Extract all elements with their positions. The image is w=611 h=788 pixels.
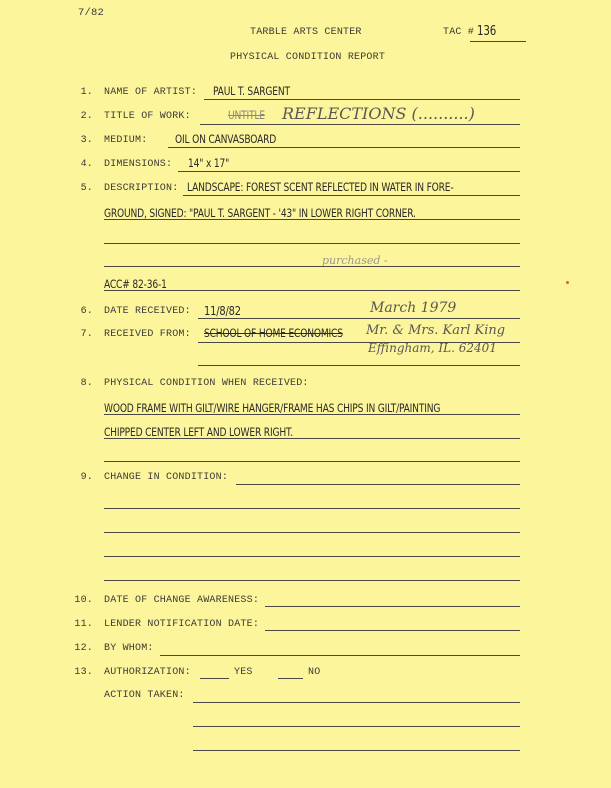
dimensions-label: DIMENSIONS: xyxy=(104,159,173,170)
description-rule-5 xyxy=(104,290,520,291)
description-line-2: GROUND, SIGNED: "PAUL T. SARGENT - '43" IN LOWER RIGHT CORNER. xyxy=(104,206,416,220)
tac-line xyxy=(470,41,526,42)
date-received-line xyxy=(198,318,520,319)
change-rule-1 xyxy=(236,484,520,485)
change-awareness-label: DATE OF CHANGE AWARENESS: xyxy=(104,595,260,606)
field-8-number: 8. xyxy=(80,378,93,389)
report-title: PHYSICAL CONDITION REPORT xyxy=(230,52,386,63)
received-from-struck: SCHOOL OF HOME ECONOMICS xyxy=(204,326,343,340)
medium-line xyxy=(168,147,520,148)
authorization-label: AUTHORIZATION: xyxy=(104,667,191,678)
date-received-value: 11/8/82 xyxy=(204,303,241,318)
field-5-number: 5. xyxy=(80,183,93,194)
lender-notification-label: LENDER NOTIFICATION DATE: xyxy=(104,619,260,630)
description-label: DESCRIPTION: xyxy=(104,183,179,194)
condition-line-1: WOOD FRAME WITH GILT/WIRE HANGER/FRAME HAS CHIPS IN GILT/PAINTING xyxy=(104,401,441,415)
action-taken-rule-2 xyxy=(193,726,520,727)
action-taken-rule-1 xyxy=(193,702,520,703)
field-7-number: 7. xyxy=(80,329,93,340)
change-label: CHANGE IN CONDITION: xyxy=(104,472,229,483)
authorization-no: NO xyxy=(308,667,321,678)
condition-received-label: PHYSICAL CONDITION WHEN RECEIVED: xyxy=(104,378,309,389)
artist-value: PAUL T. SARGENT xyxy=(213,84,290,98)
condition-rule-2 xyxy=(104,438,520,439)
change-rule-3 xyxy=(104,532,520,533)
authorization-yes-line xyxy=(200,678,229,679)
by-whom-line xyxy=(160,655,520,656)
artist-line xyxy=(204,99,520,100)
condition-line-2: CHIPPED CENTER LEFT AND LOWER RIGHT. xyxy=(104,425,293,439)
accession-number: ACC# 82-36-1 xyxy=(104,277,167,291)
field-9-number: 9. xyxy=(80,472,93,483)
received-from-line-2 xyxy=(198,365,520,366)
by-whom-label: BY WHOM: xyxy=(104,643,154,654)
authorization-no-line xyxy=(278,678,303,679)
title-label: TITLE OF WORK: xyxy=(104,111,191,122)
received-from-label: RECEIVED FROM: xyxy=(104,329,191,340)
received-from-handwritten-1: Mr. & Mrs. Karl King xyxy=(366,323,506,338)
field-4-number: 4. xyxy=(80,159,93,170)
change-rule-4 xyxy=(104,556,520,557)
description-rule-1 xyxy=(183,195,520,196)
authorization-yes: YES xyxy=(234,667,253,678)
description-rule-3 xyxy=(104,243,520,244)
date-code: 7/82 xyxy=(78,7,105,19)
title-handwritten: REFLECTIONS (..........) xyxy=(282,104,475,123)
tac-number: 136 xyxy=(477,24,497,39)
field-13-number: 13. xyxy=(74,667,93,678)
paper-speck xyxy=(566,281,569,284)
medium-label: MEDIUM: xyxy=(104,135,148,146)
change-rule-5 xyxy=(104,580,520,581)
description-rule-2 xyxy=(104,219,520,220)
lender-notification-line xyxy=(265,630,520,631)
description-line-1: LANDSCAPE: FOREST SCENT REFLECTED IN WATER IN FORE- xyxy=(187,180,454,194)
field-11-number: 11. xyxy=(74,619,93,630)
field-6-number: 6. xyxy=(80,306,93,317)
condition-rule-1 xyxy=(104,414,520,415)
medium-value: OIL ON CANVASBOARD xyxy=(175,132,277,146)
date-received-handwritten: March 1979 xyxy=(370,300,457,316)
dimensions-line xyxy=(178,171,520,172)
field-3-number: 3. xyxy=(80,135,93,146)
purchased-note: purchased - xyxy=(322,254,388,267)
condition-rule-3 xyxy=(104,461,520,462)
date-received-label: DATE RECEIVED: xyxy=(104,306,191,317)
field-10-number: 10. xyxy=(74,595,93,606)
description-rule-4 xyxy=(104,266,520,267)
dimensions-value: 14" x 17" xyxy=(188,156,230,170)
received-from-handwritten-2: Effingham, IL. 62401 xyxy=(368,341,497,355)
change-rule-2 xyxy=(104,508,520,509)
field-2-number: 2. xyxy=(80,111,93,122)
field-1-number: 1. xyxy=(80,87,93,98)
tac-label: TAC # xyxy=(443,27,475,38)
title-struck-value: UNTITLE xyxy=(228,108,265,122)
field-12-number: 12. xyxy=(74,643,93,654)
artist-label: NAME OF ARTIST: xyxy=(104,87,198,98)
org-name: TARBLE ARTS CENTER xyxy=(250,27,362,38)
action-taken-label: ACTION TAKEN: xyxy=(104,690,185,701)
change-awareness-line xyxy=(265,606,520,607)
title-line xyxy=(200,124,520,125)
action-taken-rule-3 xyxy=(193,750,520,751)
